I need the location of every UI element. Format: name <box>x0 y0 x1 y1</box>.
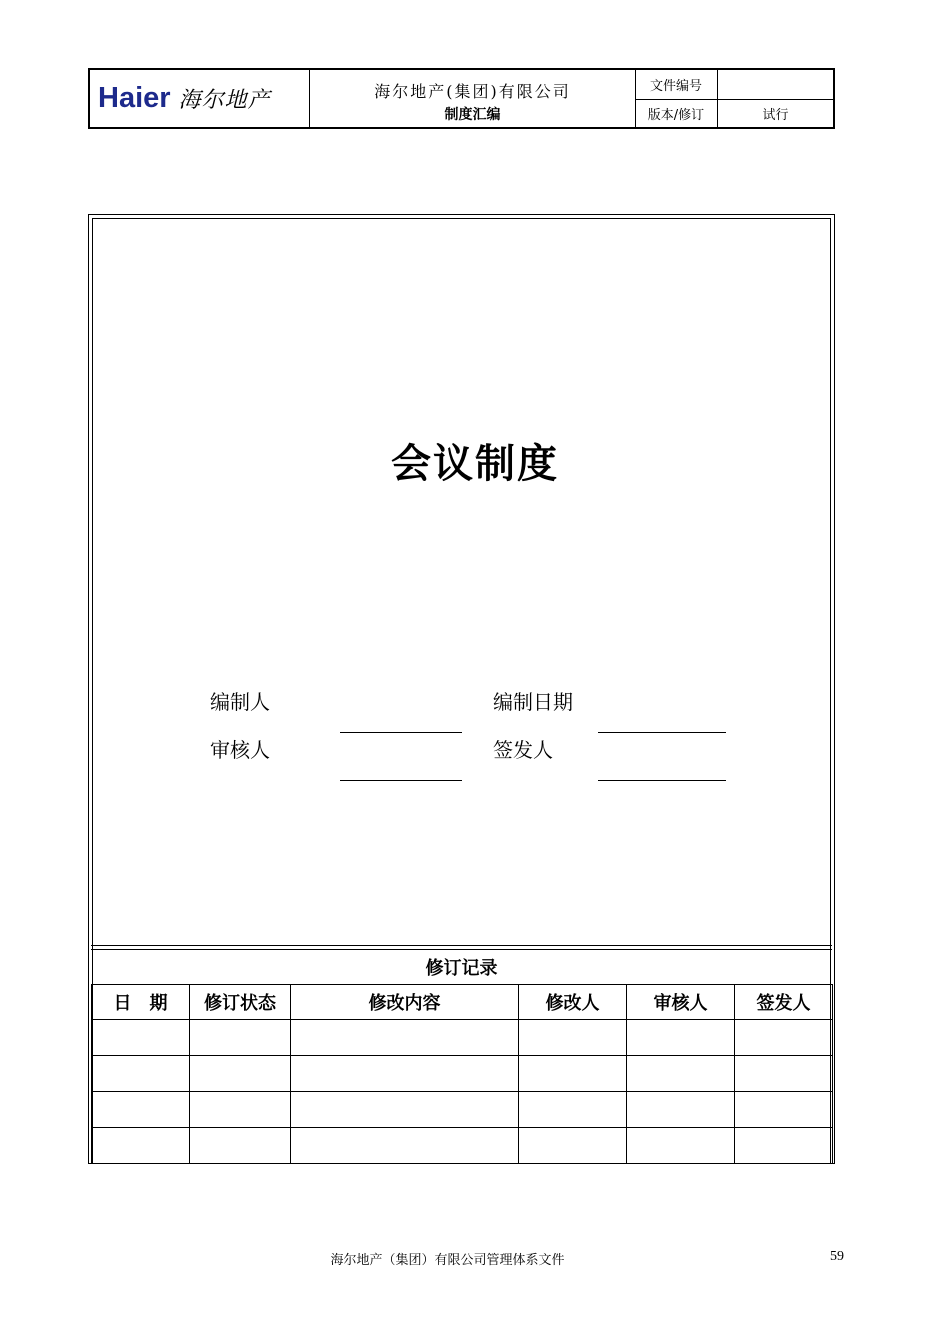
haier-logo <box>90 70 310 127</box>
table-cell <box>92 1020 190 1056</box>
table-cell <box>735 1056 833 1092</box>
table-cell <box>190 1128 291 1164</box>
header-subtitle: 制度汇编 <box>444 107 501 123</box>
table-row <box>92 1056 833 1092</box>
table-cell <box>291 1056 519 1092</box>
table-cell <box>291 1128 519 1164</box>
version-label: 版本/修订 <box>635 100 718 127</box>
col-issuer: 签发人 <box>735 985 833 1020</box>
document-title: 会议制度 <box>391 441 559 487</box>
col-reviewer: 审核人 <box>627 985 735 1020</box>
table-cell <box>190 1020 291 1056</box>
table-cell <box>92 1092 190 1128</box>
table-cell <box>735 1020 833 1056</box>
col-date: 日 期 <box>92 985 190 1020</box>
revision-header-row <box>92 985 833 1020</box>
document-header <box>88 68 835 129</box>
col-modifier: 修改人 <box>519 985 627 1020</box>
page-number: 59 <box>830 1249 844 1264</box>
version-value: 试行 <box>762 108 789 123</box>
table-cell <box>519 1056 627 1092</box>
revision-table <box>91 984 833 1164</box>
table-cell <box>627 1092 735 1128</box>
logo-latin-text: Haier <box>98 82 171 114</box>
issuer-label: 签发人 <box>493 738 553 762</box>
author-label: 编制人 <box>210 690 270 714</box>
table-cell <box>735 1128 833 1164</box>
issuer-signature-line <box>598 780 726 781</box>
reviewer-signature-line <box>340 780 462 781</box>
reviewer-label: 审核人 <box>210 738 270 762</box>
date-signature-line <box>598 732 726 733</box>
author-signature-line <box>340 732 462 733</box>
table-cell <box>627 1128 735 1164</box>
table-cell <box>190 1056 291 1092</box>
table-row <box>92 1128 833 1164</box>
table-cell <box>735 1092 833 1128</box>
company-name: 海尔地产(集团)有限公司 <box>374 82 571 101</box>
table-cell <box>627 1056 735 1092</box>
table-cell <box>291 1092 519 1128</box>
footer-text: 海尔地产（集团）有限公司管理体系文件 <box>330 1253 565 1268</box>
table-cell <box>92 1056 190 1092</box>
table-row <box>92 1020 833 1056</box>
file-number-label: 文件编号 <box>635 70 718 100</box>
date-label: 编制日期 <box>493 690 573 714</box>
table-cell <box>627 1020 735 1056</box>
table-cell <box>291 1020 519 1056</box>
header-title-cell <box>310 70 636 127</box>
logo-chinese-text: 海尔地产 <box>178 88 271 113</box>
table-cell <box>519 1092 627 1128</box>
table-cell <box>519 1020 627 1056</box>
table-cell <box>92 1128 190 1164</box>
table-cell <box>519 1128 627 1164</box>
col-content: 修改内容 <box>291 985 519 1020</box>
revision-title: 修订记录 <box>91 950 832 985</box>
table-cell <box>190 1092 291 1128</box>
file-number-value <box>718 70 833 100</box>
table-row <box>92 1092 833 1128</box>
col-status: 修订状态 <box>190 985 291 1020</box>
